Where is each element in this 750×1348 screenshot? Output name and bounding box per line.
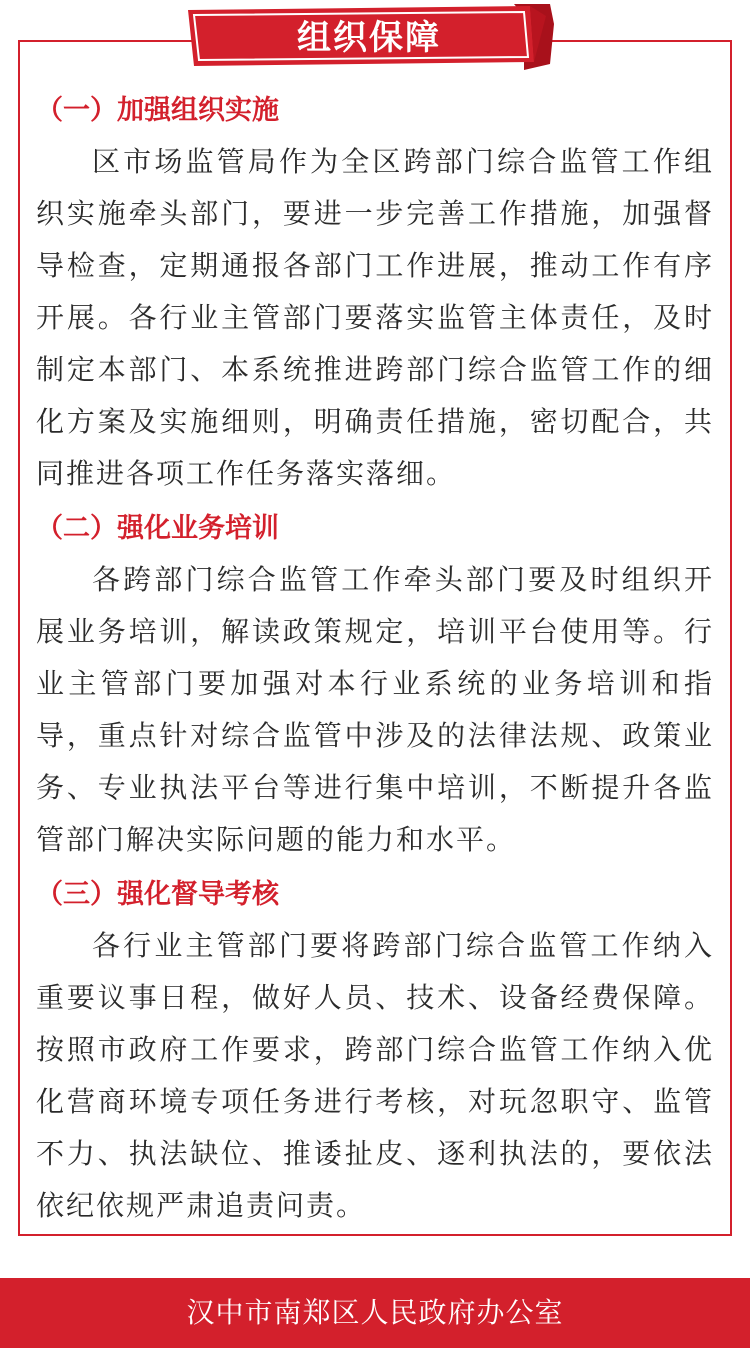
- page-title: 组织保障: [297, 18, 441, 58]
- section-supervision: [36, 870, 714, 1232]
- section-heading: （三）强化督导考核: [36, 879, 279, 910]
- section-heading: （二）强化业务培训: [36, 513, 279, 544]
- section-training: [36, 504, 714, 866]
- section-body: 各行业主管部门要将跨部门综合监管工作纳入重要议事日程，做好人员、技术、设备经费保障。按照市政府工作要求，跨部门综合监管工作纳入优化营商环境专项任务进行考核，对玩忽职守、监管不力、执法缺位、推诿扯皮、逐利执法的，要依法依纪依规严肃追责问责。: [36, 929, 714, 1222]
- section-body: 各跨部门综合监管工作牵头部门要及时组织开展业务培训，解读政策规定，培训平台使用等。行业主管部门要加强对本行业系统的业务培训和指导，重点针对综合监管中涉及的法律法规、政策业务、专业执法平台等进行集中培训，不断提升各监管部门解决实际问题的能力和水平。: [36, 563, 714, 856]
- section-heading: （一）加强组织实施: [36, 95, 279, 126]
- section-organization: [36, 86, 714, 500]
- title-banner: [184, 4, 554, 70]
- section-body: 区市场监管局作为全区跨部门综合监管工作组织实施牵头部门，要进一步完善工作措施，加强督导检查，定期通报各部门工作进展，推动工作有序开展。各行业主管部门要落实监管主体责任，及时制定本部门、本系统推进跨部门综合监管工作的细化方案及实施细则，明确责任措施，密切配合，共同推进各项工作任务落实落细。: [36, 145, 714, 490]
- footer-banner: 汉中市南郑区人民政府办公室: [0, 1278, 750, 1348]
